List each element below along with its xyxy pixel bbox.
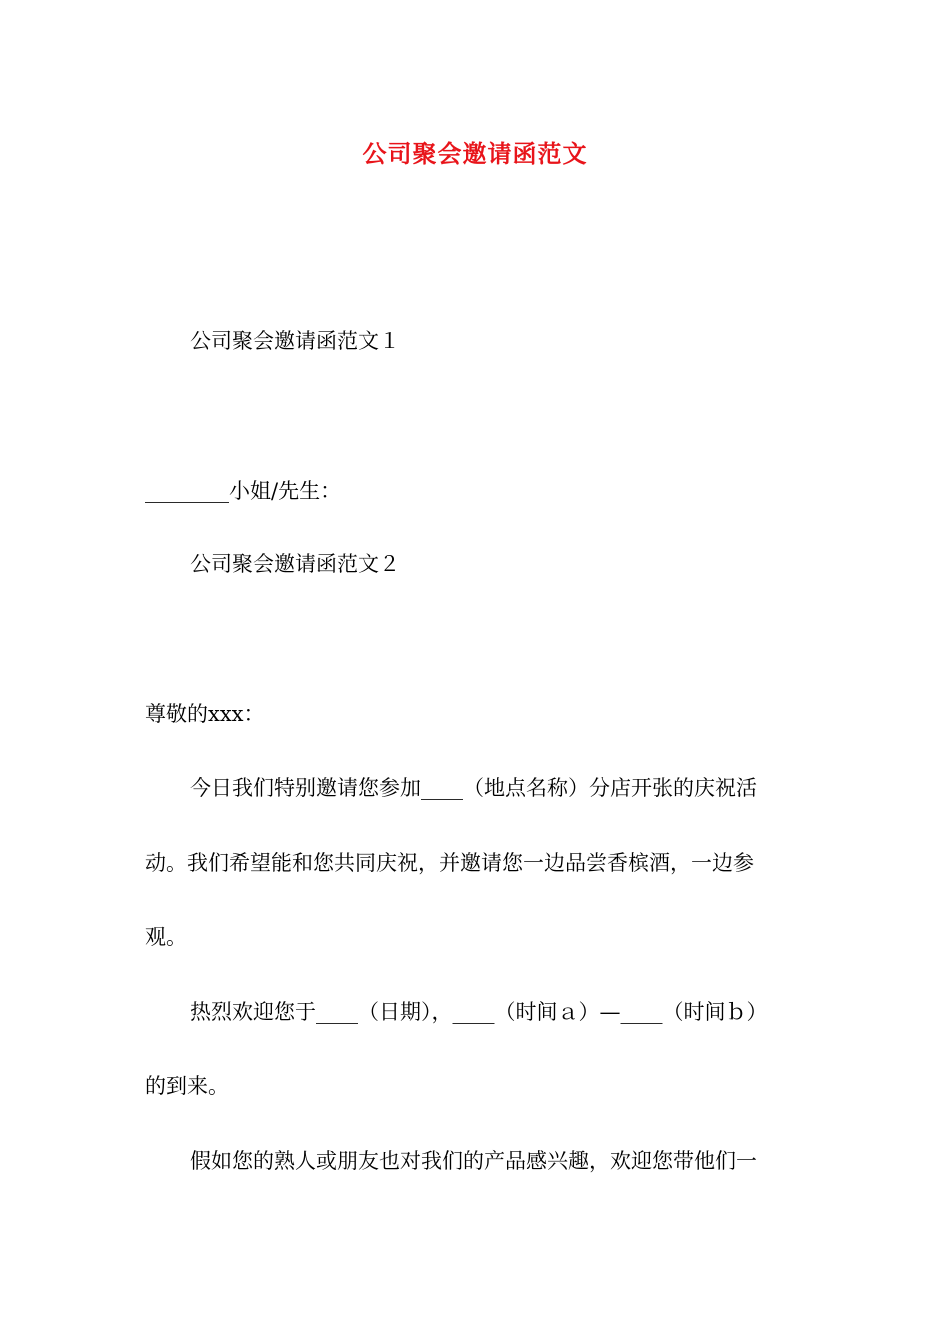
paragraph-2-line-1: 热烈欢迎您于____（日期），____（时间ａ）—____（时间ｂ） xyxy=(190,1000,768,1024)
paragraph-1-line-3: 观。 xyxy=(145,925,187,949)
salutation-1: ________小姐/先生： xyxy=(145,479,342,503)
document-title: 公司聚会邀请函范文 xyxy=(362,139,588,168)
section-heading-1: 公司聚会邀请函范文１ xyxy=(190,329,400,353)
paragraph-1-line-2: 动。我们希望能和您共同庆祝，并邀请您一边品尝香槟酒，一边参 xyxy=(145,851,754,875)
paragraph-1-line-1: 今日我们特别邀请您参加____（地点名称）分店开张的庆祝活 xyxy=(190,776,757,800)
paragraph-2-line-2: 的到来。 xyxy=(145,1074,229,1098)
section-heading-2: 公司聚会邀请函范文２ xyxy=(190,552,400,576)
salutation-2: 尊敬的xxx： xyxy=(145,702,265,726)
paragraph-3-line-1: 假如您的熟人或朋友也对我们的产品感兴趣，欢迎您带他们一 xyxy=(190,1149,757,1173)
